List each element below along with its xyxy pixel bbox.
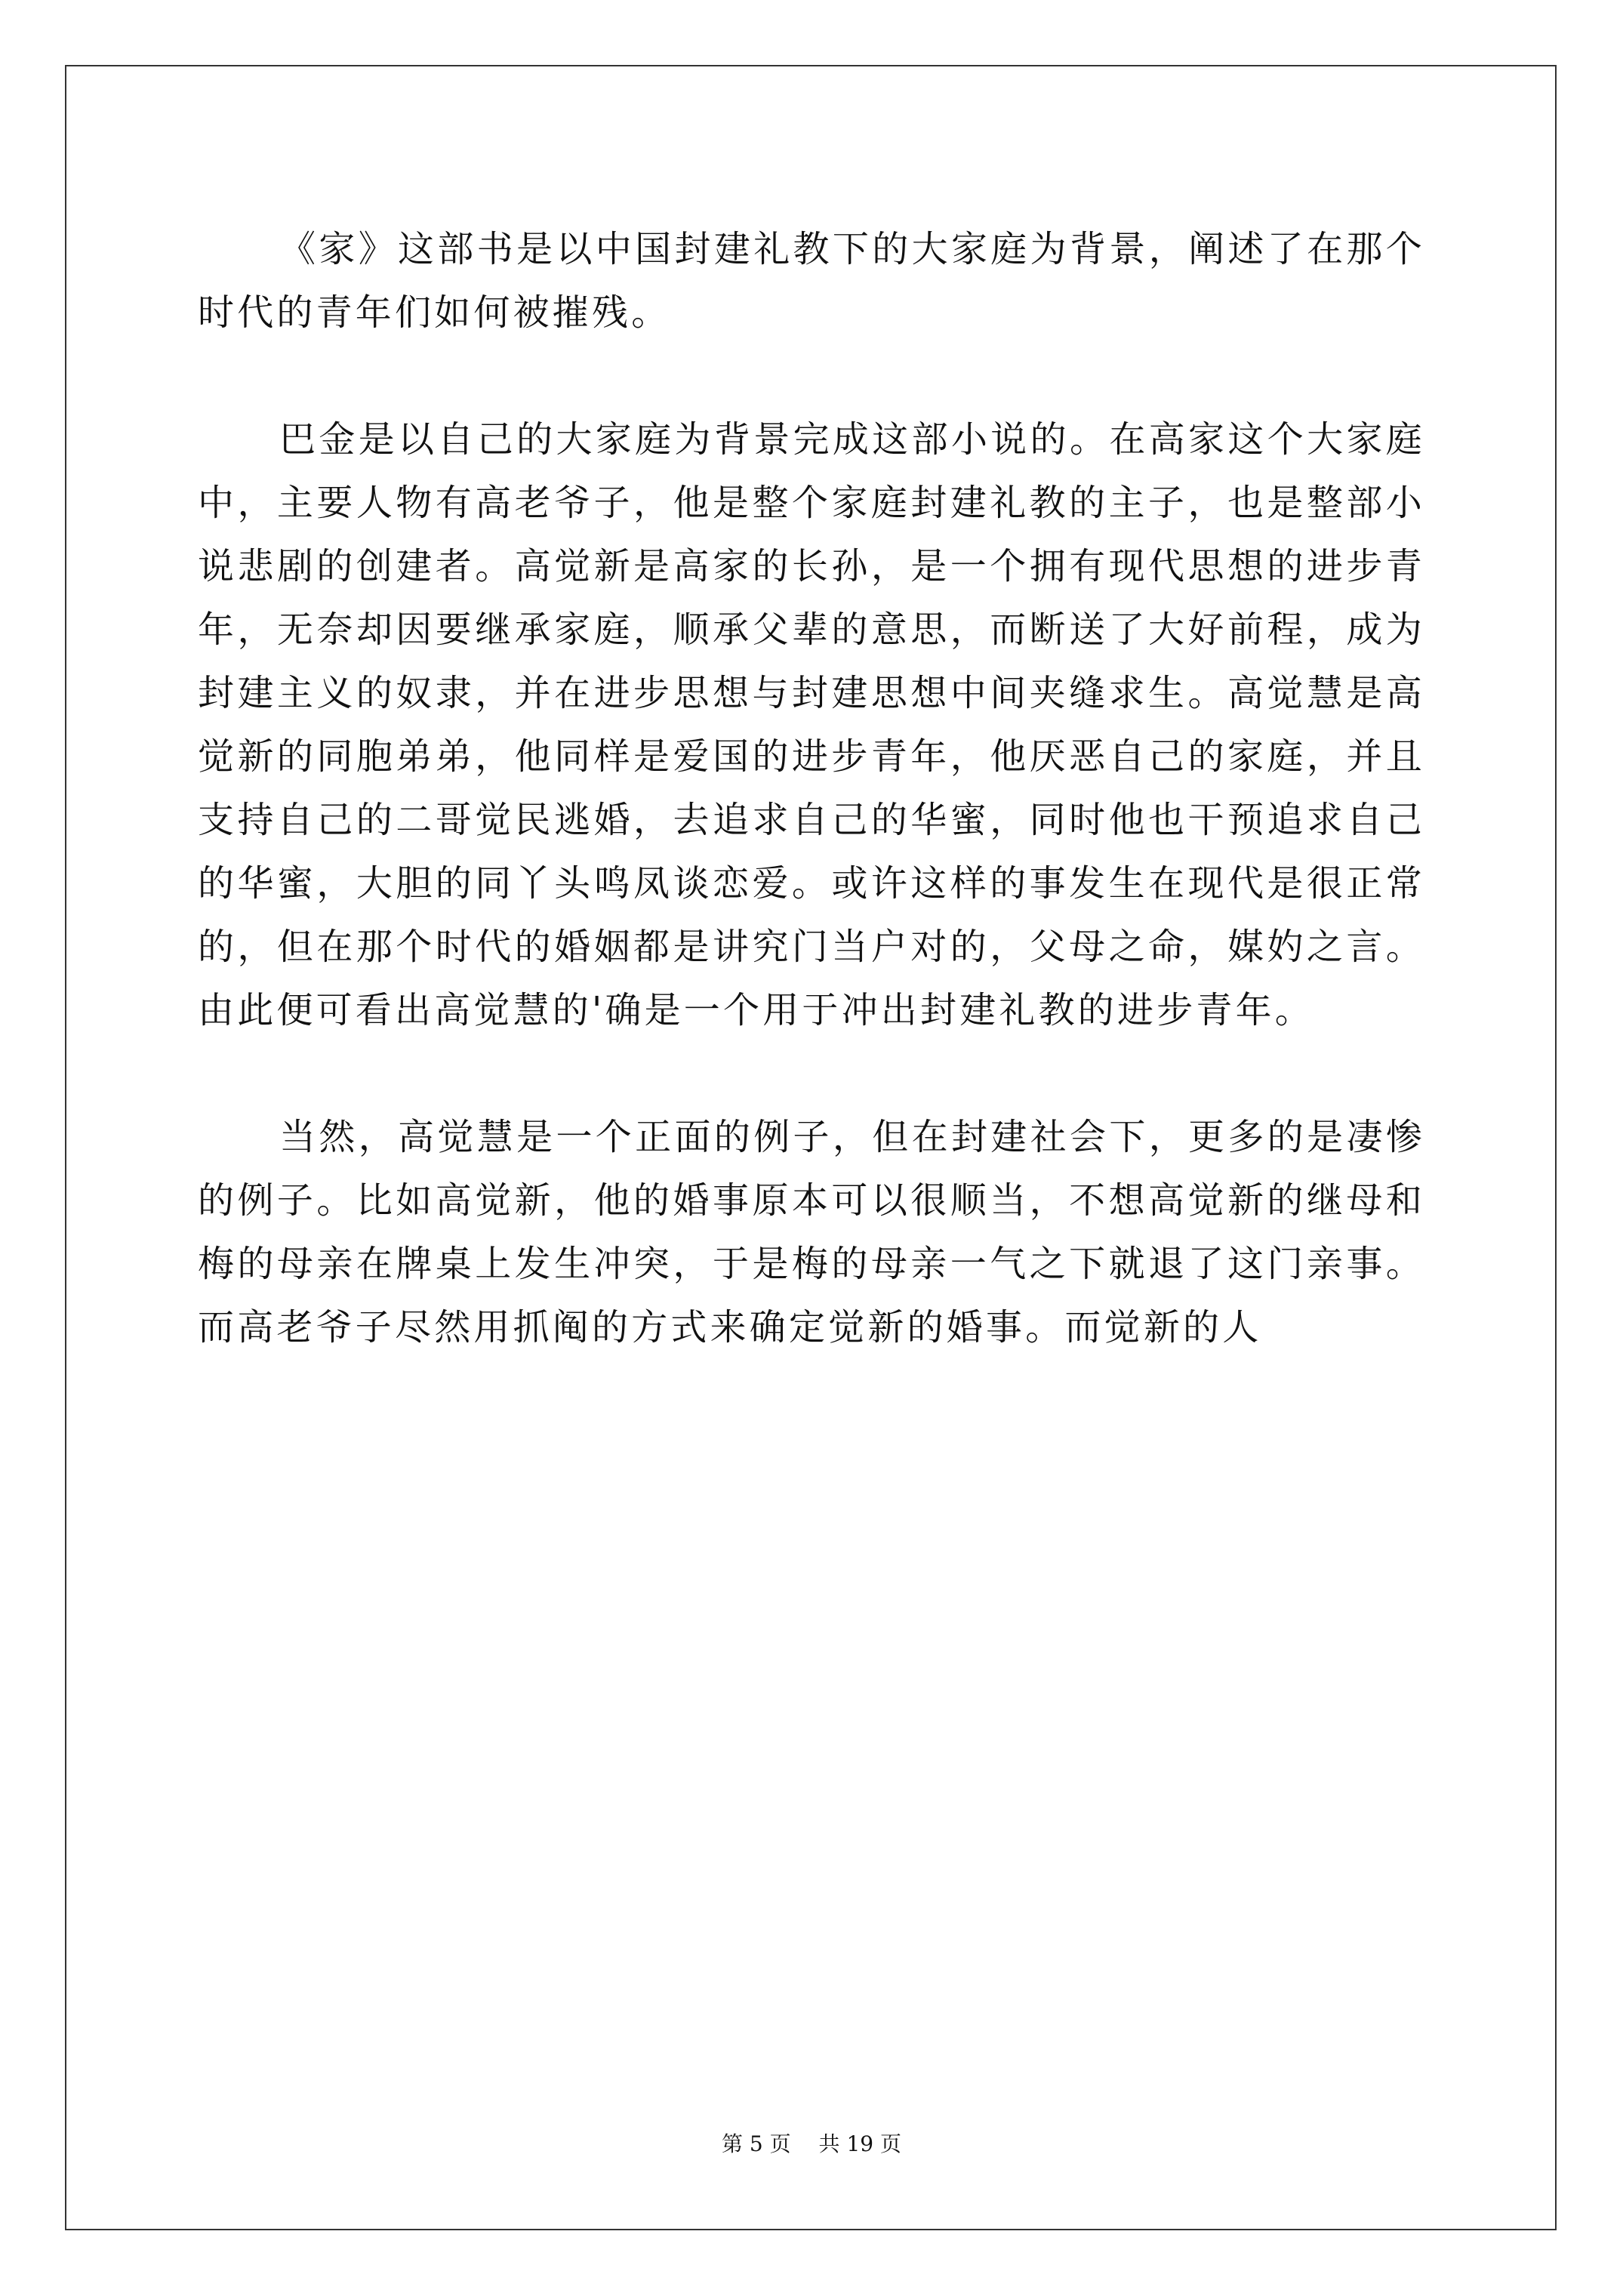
paragraph-1: 《家》这部书是以中国封建礼教下的大家庭为背景，阐述了在那个时代的青年们如何被摧残。 [198, 228, 1425, 334]
paragraph-3: 当然，高觉慧是一个正面的例子，但在封建社会下，更多的是凄惨的例子。比如高觉新，他的婚事原本可以很顺当，不想高觉新的继母和梅的母亲在牌桌上发生冲突，于是梅的母亲一气之下就退了这门亲事。而高老爷子尽然用抓阄的方式来确定觉新的婚事。而觉新的人 [198, 1116, 1425, 1348]
page-total: 共 19 页 [818, 2131, 901, 2156]
page-number: 第 5 页 [722, 2131, 791, 2156]
page-footer [0, 2128, 1623, 2158]
paragraph-2: 巴金是以自己的大家庭为背景完成这部小说的。在高家这个大家庭中，主要人物有高老爷子，他是整个家庭封建礼教的主子，也是整部小说悲剧的创建者。高觉新是高家的长孙，是一个拥有现代思想的进步青年，无奈却因要继承家庭，顺承父辈的意思，而断送了大好前程，成为封建主义的奴隶，并在进步思想与封建思想中间夹缝求生。高觉慧是高觉新的同胞弟弟，他同样是爱国的进步青年，他厌恶自己的家庭，并且支持自己的二哥觉民逃婚，去追求自己的华蜜，同时他也干预追求自己的华蜜，大胆的同丫头鸣凤谈恋爱。或许这样的事发生在现代是很正常的，但在那个时代的婚姻都是讲究门当户对的，父母之命，媒妁之言。由此便可看出高觉慧的'确是一个用于冲出封建礼教的进步青年。 [198, 418, 1425, 1031]
document-body [198, 217, 1425, 1422]
